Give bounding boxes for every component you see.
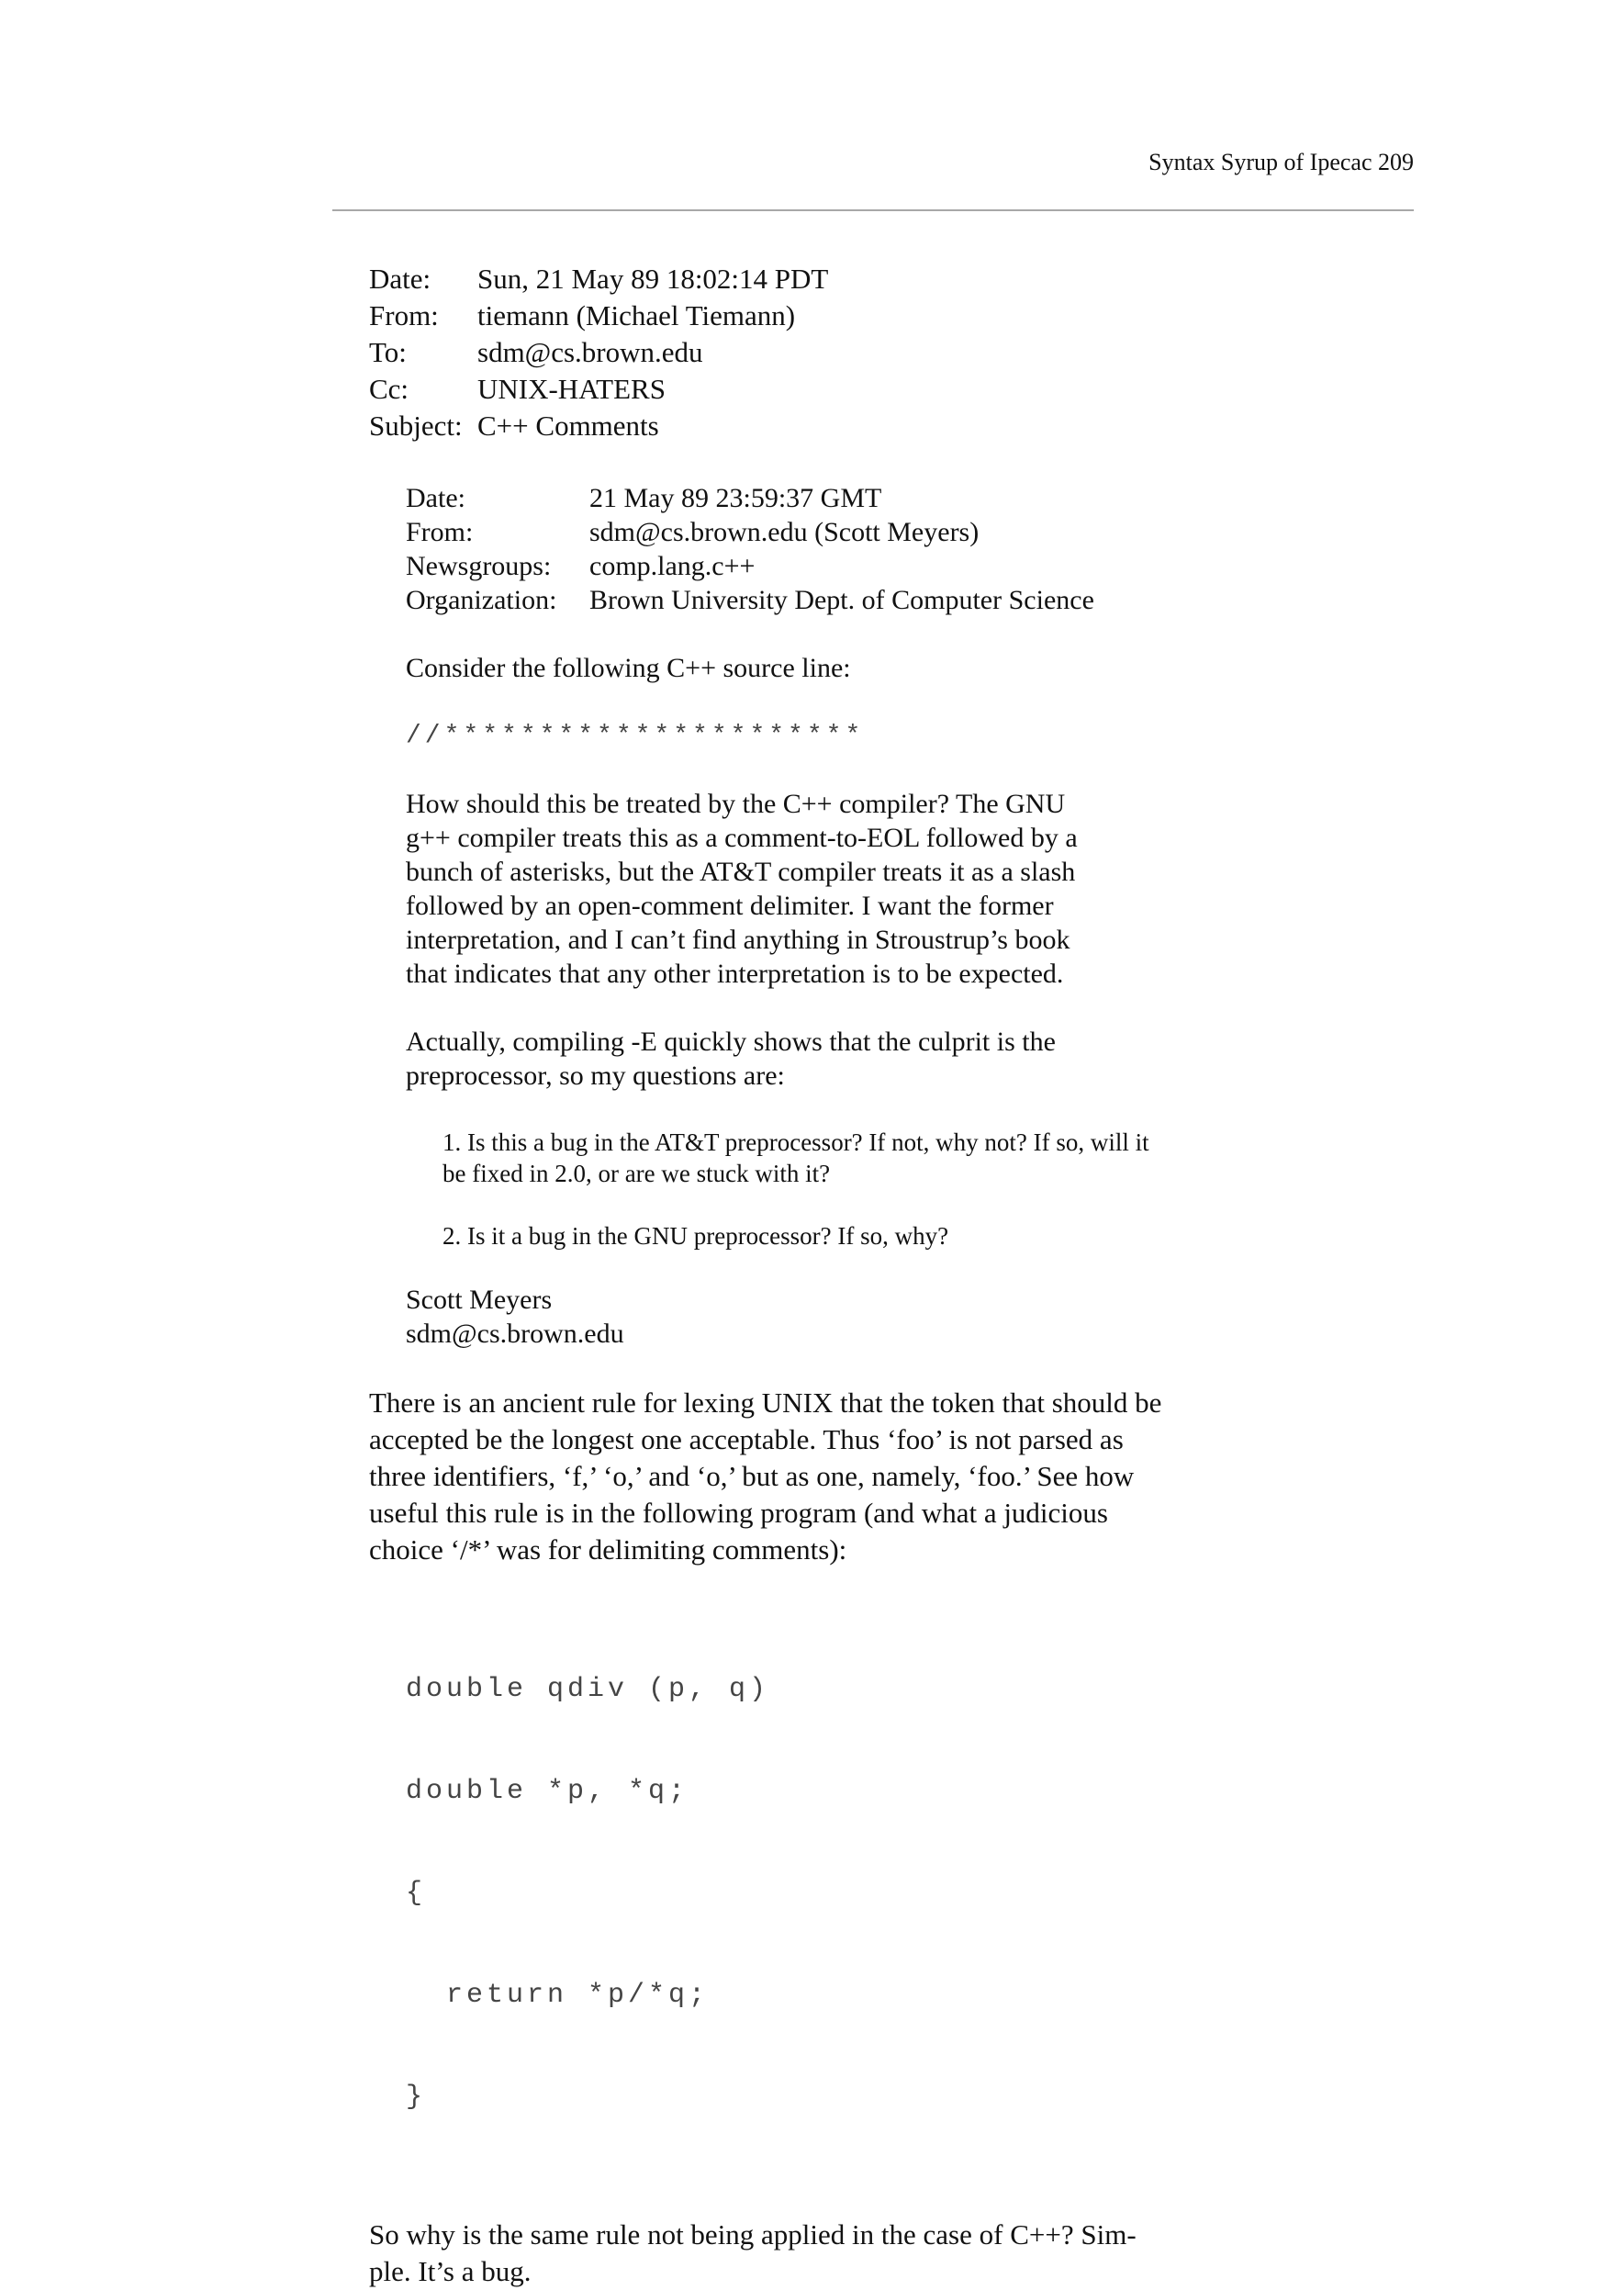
header-key: Subject:: [369, 410, 463, 442]
code-line: double *p, *q;: [406, 1776, 689, 1807]
header-key: Newsgroups:: [406, 551, 552, 581]
header-key: To:: [369, 336, 407, 368]
text-line: interpretation, and I can’t find anything in Stroustrup’s book: [406, 925, 1070, 955]
question-item: [442, 1220, 1379, 1252]
header-key: Date:: [369, 263, 431, 295]
page-body: [369, 261, 1379, 2290]
quoted-message-headers: [406, 481, 1094, 617]
text-line: So why is the same rule not being applied in the case of C++? Sim-: [369, 2218, 1137, 2251]
text-line: that indicates that any other interpretation is to be expected.: [406, 959, 1064, 989]
header-key: From:: [369, 299, 439, 331]
commentary-paragraph-2: [369, 2217, 1379, 2290]
quoted-paragraph-2: [406, 1025, 1379, 1093]
signature: [406, 1283, 1379, 1351]
code-line: return *p/*q;: [406, 1980, 710, 2011]
comment-source-line: //**********************: [406, 722, 865, 750]
question-item: [442, 1127, 1379, 1189]
quoted-message: [406, 481, 1379, 1351]
header-key: From:: [406, 517, 474, 547]
header-key: Date:: [406, 483, 465, 513]
header-value: UNIX-HATERS: [477, 373, 666, 405]
text-line: 2. Is it a bug in the GNU preprocessor? If so, why?: [442, 1222, 949, 1250]
outer-email-headers: [369, 261, 828, 444]
text-line: How should this be treated by the C++ compiler? The GNU: [406, 789, 1066, 819]
question-list: [442, 1127, 1379, 1252]
quoted-header-row-organization: [406, 583, 1094, 617]
header-value: comp.lang.c++: [589, 551, 756, 581]
text-line: followed by an open-comment delimiter. I want the former: [406, 891, 1054, 921]
text-line: useful this rule is in the following program (and what a judicious: [369, 1497, 1108, 1529]
quoted-header-row-newsgroups: [406, 549, 1094, 583]
text-line: 1. Is this a bug in the AT&T preprocessor? If not, why not? If so, will it: [442, 1128, 1149, 1156]
header-value: Brown University Dept. of Computer Science: [589, 585, 1094, 615]
commentary-paragraph-1: [369, 1385, 1379, 1568]
header-value: tiemann (Michael Tiemann): [477, 299, 796, 331]
text-line: bunch of asterisks, but the AT&T compiler treats it as a slash: [406, 857, 1076, 887]
quoted-header-row-date: [406, 481, 1094, 515]
text-line: be fixed in 2.0, or are we stuck with it?: [442, 1160, 831, 1187]
code-line: double qdiv (p, q): [406, 1674, 770, 1705]
header-value: Sun, 21 May 89 18:02:14 PDT: [477, 263, 829, 295]
header-value: C++ Comments: [477, 410, 659, 442]
header-value: sdm@cs.brown.edu: [477, 336, 703, 368]
quoted-header-row-from: [406, 515, 1094, 549]
header-value: 21 May 89 23:59:37 GMT: [589, 483, 882, 513]
header-value: sdm@cs.brown.edu (Scott Meyers): [589, 517, 980, 547]
header-row-from: [369, 297, 828, 334]
header-row-subject: [369, 408, 828, 444]
text-line: preprocessor, so my questions are:: [406, 1061, 785, 1091]
text-line: accepted be the longest one acceptable. Thus ‘foo’ is not parsed as: [369, 1423, 1124, 1455]
signature-email: sdm@cs.brown.edu: [406, 1319, 624, 1349]
header-row-date: [369, 261, 828, 297]
signature-name: Scott Meyers: [406, 1285, 553, 1315]
text-line: ple. It’s a bug.: [369, 2255, 532, 2287]
quoted-paragraph-1: [406, 787, 1379, 991]
header-key: Cc:: [369, 373, 409, 405]
text-line: g++ compiler treats this as a comment-to-EOL followed by a: [406, 823, 1078, 853]
header-rule: [332, 209, 1414, 211]
code-listing: [406, 1605, 1379, 2183]
text-line: choice ‘/*’ was for delimiting comments):: [369, 1533, 847, 1566]
text-line: three identifiers, ‘f,’ ‘o,’ and ‘o,’ but as one, namely, ‘foo.’ See how: [369, 1460, 1135, 1492]
running-header: Syntax Syrup of Ipecac 209: [1148, 149, 1414, 175]
header-row-cc: [369, 371, 828, 408]
text-line: Actually, compiling -E quickly shows that the culprit is the: [406, 1027, 1056, 1057]
code-line: }: [406, 2082, 427, 2113]
code-line: {: [406, 1878, 427, 1909]
header-row-to: [369, 334, 828, 371]
header-key: Organization:: [406, 585, 557, 615]
quoted-intro: Consider the following C++ source line:: [406, 653, 851, 683]
text-line: There is an ancient rule for lexing UNIX that the token that should be: [369, 1386, 1162, 1419]
